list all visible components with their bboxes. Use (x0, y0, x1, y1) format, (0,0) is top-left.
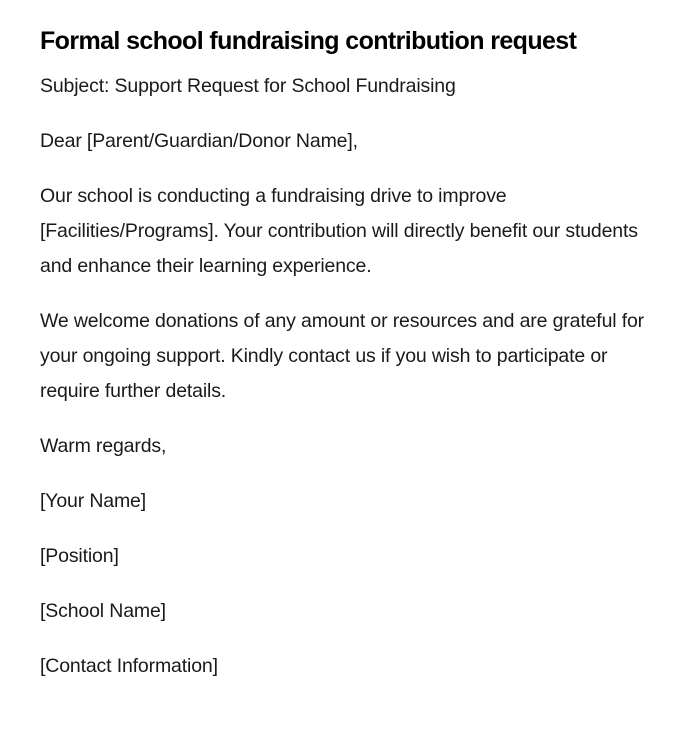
signature-school: [School Name] (40, 600, 166, 622)
greeting: Dear [Parent/Guardian/Donor Name], (40, 130, 358, 152)
body-paragraph-2: We welcome donations of any amount or resources and are grateful for your ongoing support. Kindly contact us if you wish to participate or require further details. (40, 310, 645, 402)
document-title: Formal school fundraising contribution request (40, 27, 577, 55)
body-paragraph-1: Our school is conducting a fundraising drive to improve [Facilities/Programs]. Your contribution will directly benefit our students and enhance their learning experience. (40, 185, 638, 277)
subject-line: Subject: Support Request for School Fundraising (40, 75, 456, 97)
letter-document (40, 24, 650, 684)
closing: Warm regards, (40, 435, 167, 457)
signature-contact: [Contact Information] (40, 655, 218, 677)
signature-position: [Position] (40, 545, 119, 567)
signature-name: [Your Name] (40, 490, 147, 512)
